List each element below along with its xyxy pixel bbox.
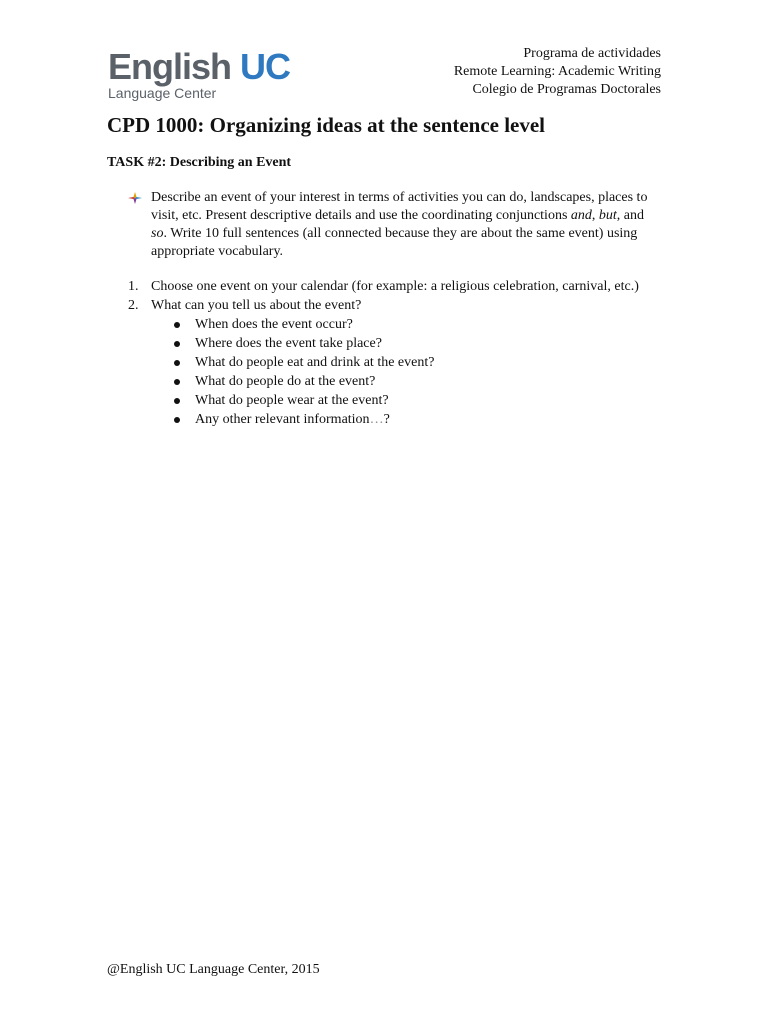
bullet-dot-icon <box>174 360 180 366</box>
instruction-mid: , and <box>616 208 645 223</box>
page-title: CPD 1000: Organizing ideas at the sentence level <box>107 113 546 137</box>
bullet-dot-icon <box>174 341 180 347</box>
bullet-dot-icon <box>174 322 180 328</box>
bullet-dot-icon <box>174 417 180 423</box>
question-bullets <box>173 315 658 429</box>
steps-list <box>128 278 658 429</box>
logo-subtitle: Language Center <box>108 85 217 101</box>
step-item <box>128 297 658 316</box>
bullet-text: What do people do at the event? <box>195 374 376 389</box>
bullet-ellipsis: … <box>369 412 384 427</box>
bullet-item <box>173 334 658 353</box>
instruction-so: so <box>151 226 164 241</box>
header-line-college: Colegio de Programas Doctorales <box>472 82 661 97</box>
logo-uc-text: UC <box>240 46 291 87</box>
bullet-dot-icon <box>174 379 180 385</box>
step-item <box>128 278 658 297</box>
bullet-item <box>173 353 658 372</box>
bullet-end: ? <box>383 412 390 427</box>
step-number: 2. <box>128 297 139 313</box>
bullet-item <box>173 391 658 410</box>
colorful-star-bullet-icon <box>128 192 142 204</box>
bullet-item <box>173 315 658 334</box>
bullet-text: Where does the event take place? <box>195 336 382 351</box>
english-uc-logo <box>108 48 290 100</box>
bullet-text: When does the event occur? <box>195 317 353 332</box>
bullet-dot-icon <box>174 398 180 404</box>
logo-wordmark <box>108 48 290 86</box>
logo-english-text: English <box>108 46 232 87</box>
step-number: 1. <box>128 279 139 294</box>
instruction-and: and <box>570 208 592 223</box>
instruction-part1: Describe an event of your interest in terms of activities you can do, landscapes, places to visit, etc. Present descriptive details and use the coordinating conjunctions <box>151 190 648 223</box>
instruction-comma: , <box>591 208 599 223</box>
bullet-text: What do people wear at the event? <box>195 393 389 408</box>
bullet-text: Any other relevant information <box>195 412 370 427</box>
instruction-text <box>151 189 658 261</box>
instruction-but: but <box>598 208 617 223</box>
header-line-course: Remote Learning: Academic Writing <box>453 64 661 79</box>
step-text: What can you tell us about the event? <box>151 297 362 313</box>
task-heading: TASK #2: Describing an Event <box>107 155 292 170</box>
bullet-text: What do people eat and drink at the event? <box>195 355 435 370</box>
instruction-block <box>128 189 658 261</box>
step-text: Choose one event on your calendar (for example: a religious celebration, carnival, etc.) <box>151 279 639 294</box>
header-line-program: Programa de actividades <box>523 46 661 61</box>
bullet-item <box>173 372 658 391</box>
instruction-part2: . Write 10 full sentences (all connected because they are about the same event) using appropriate vocabulary. <box>151 226 638 259</box>
bullet-item <box>173 410 658 429</box>
header-info <box>454 45 661 99</box>
footer-copyright: @English UC Language Center, 2015 <box>107 962 320 977</box>
